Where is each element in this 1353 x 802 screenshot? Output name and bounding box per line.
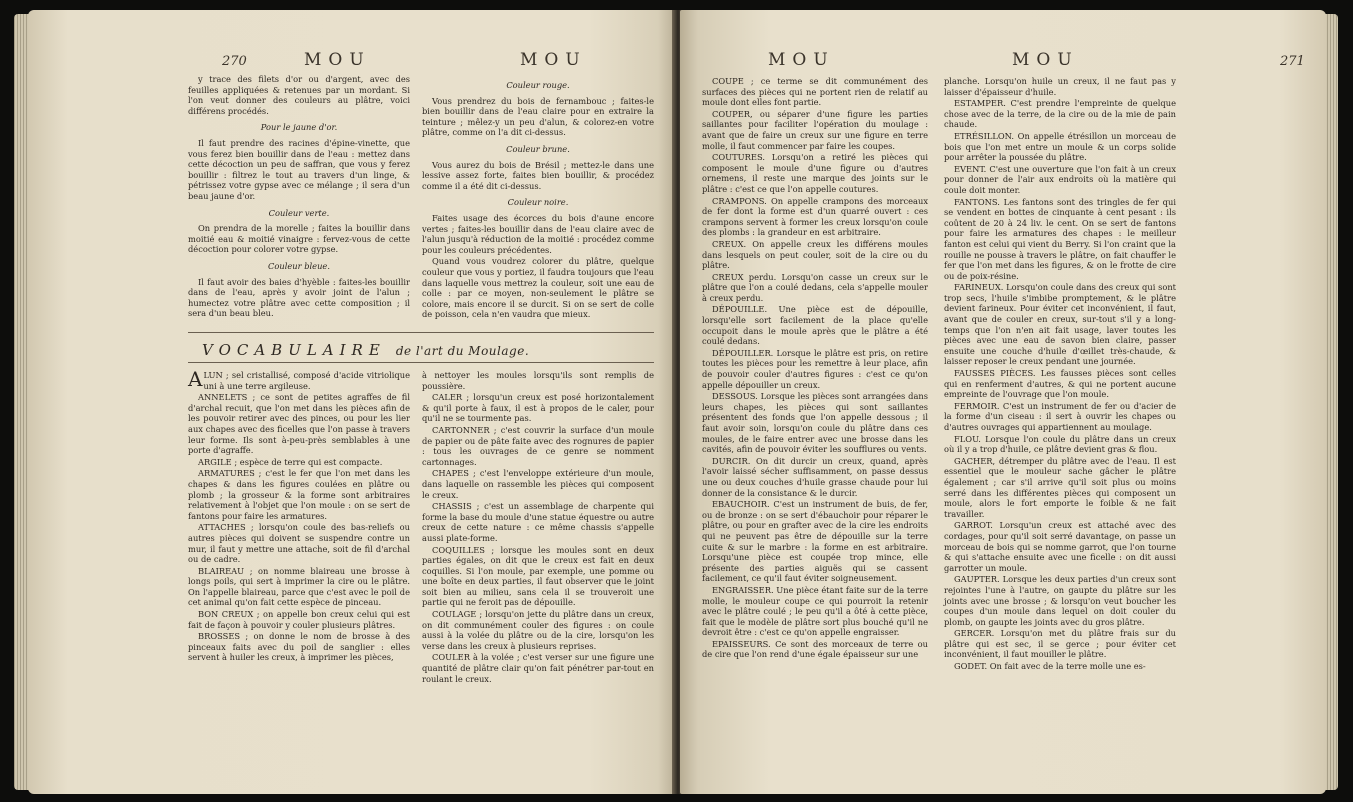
entry-annelets: ANNELETS ; ce sont de petites agraffes de fil d'archal recuit, que l'on met dans les pièces afin de les pouvoir retirer avec des pinces, ou pour les lier aux chapes avec des ficelles que l'on passe à travers leur forme. Ils sont à-peu-près semblables à une porte d'agraffe. — [188, 392, 410, 456]
entry-couper: COUPER, ou séparer d'une figure les parties saillantes pour faciliter l'opération du moulage : avant que de faire un creux sur une figure en terre molle, il faut commencer par faire les coupes. — [702, 108, 928, 151]
running-head-left-a: MOU — [304, 50, 371, 70]
column-vocab-b — [422, 370, 654, 685]
subheading: Couleur brune. — [506, 143, 570, 154]
column-vocab-d — [944, 76, 1176, 673]
entry-coutures: COUTURES. Lorsqu'on a retiré les pièces qui composent le moule d'une figure ou d'autres ornemens, il reste une marque des joints sur le plâtre : c'est ce que l'on appelle coutures. — [702, 152, 928, 194]
paragraph: Quand vous voudrez colorer du plâtre, quelque couleur que vous y portiez, il faudra toujours que l'eau dans laquelle vous mettrez la couleur, soit une eau de colle : par ce moyen, non-seulement le plâtre se colore, mais encore il se durcit. Si on se sert de colle de poisson, cela n'en vaudra que mieux. — [422, 256, 654, 320]
paragraph: Il faut prendre des racines d'épine-vinette, que vous ferez bien bouillir dans de l'eau : mettez dans cette décoction un peu de saffran, que vous y ferez bouillir : filtrez le tout au travers d'un linge, & pétrissez votre gypse avec ce mélange ; il sera d'un beau jaune d'or. — [188, 137, 410, 201]
entry-armatures: ARMATURES ; c'est le fer que l'on met dans les chapes & dans les figures coulées en plâtre ou plomb ; la grosseur & la forme sont arbitraires relativement à l'objet que l'on moule : on se sert de fantons pour faire les armatures. — [188, 468, 410, 521]
page-number-right: 271 — [1280, 54, 1305, 69]
entry-etresillon: ETRÉSILLON. On appelle étrésillon un morceau de bois que l'on met entre un moule & un corps solide pour arrêter la poussée du plâtre. — [944, 130, 1176, 163]
column-vocab-c — [702, 76, 928, 661]
paragraph: Il faut avoir des baies d'hyèble : faites-les bouillir dans de l'eau, après y avoir joint de l'alun ; humectez votre plâtre avec cette composition ; il sera d'un beau bleu. — [188, 276, 410, 319]
entry-fantons: FANTONS. Les fantons sont des tringles de fer qui se vendent en bottes de cinquante à cent pesant : ils coûtent de 20 à 24 liv. le cent. On se sert de fantons pour faire les armatures des chapes : le meilleur fanton est celui qui vient du Berry. Si l'on craint que la rouille ne pousse à travers le plâtre, on fait chauffer le fer que l'on met dans les figures, & on le frotte de cire ou de poix-résine. — [944, 196, 1176, 281]
entry-crampons: CRAMPONS. On appelle crampons des morceaux de fer dont la forme est d'un quarré ouvert : ces crampons servent à former les creux lorsqu'on coule des plombs : la grandeur en est arbitraire. — [702, 195, 928, 238]
vocabulary-title — [202, 341, 529, 359]
column-vocab-a — [188, 367, 410, 664]
subheading: Couleur bleue. — [268, 260, 330, 271]
entry-coulage: COULAGE ; lorsqu'on jette du plâtre dans un creux, on dit communément couler des figures : on coule aussi à la volée du plâtre ou de la cire, lorsqu'on les verse dans les creux à plusieurs reprises. — [422, 609, 654, 651]
paragraph: On prendra de la morelle ; faites la bouillir dans moitié eau & moitié vinaigre : fervez-vous de cette décoction pour colorer votre gypse. — [188, 223, 410, 255]
entry-creux-perdu: CREUX perdu. Lorsqu'on casse un creux sur le plâtre que l'on a coulé dedans, cela s'appelle mouler à creux perdu. — [702, 271, 928, 303]
subheading: Pour le jaune d'or. — [260, 122, 338, 133]
divider — [188, 362, 654, 363]
right-page-edge — [1324, 14, 1338, 790]
entry-fermoir: FERMOIR. C'est un instrument de fer ou d'acier de la forme d'un ciseau : il sert à ouvrir les chapes ou d'autres ouvrages qui appartiennent au moulage. — [944, 400, 1176, 432]
entry-caler: CALER ; lorsqu'un creux est posé horizontalement & qu'il porte à faux, il est à propos de le caler, pour qu'il ne se tourmente pas. — [422, 392, 654, 424]
entry-argile: ARGILE ; espèce de terre qui est compacte. — [198, 456, 383, 467]
subheading: Couleur noire. — [507, 197, 569, 208]
entry-chassis: CHASSIS ; c'est un assemblage de charpente qui forme la base du moule d'une statue équestre ou autre creux de cette nature : ce même chassis s'appelle aussi plate-forme. — [422, 501, 654, 543]
entry-creux: CREUX. On appelle creux les différens moules dans lesquels on peut couler, soit de la cire ou du plâtre. — [702, 238, 928, 271]
entry-depouille: DÉPOUILLE. Une pièce est de dépouille, lorsqu'elle sort facilement de la place qu'elle occupoit dans le moule après que le plâtre a été coulé dedans. — [702, 304, 928, 347]
paragraph: y trace des filets d'or ou d'argent, avec des feuilles appliquées & retenues par un mordant. Si l'on veut donner des couleurs au plâtre, voici différens procédés. — [188, 74, 410, 116]
entry-dessous: DESSOUS. Lorsque les pièces sont arrangées dans leurs chapes, les pièces qui sont saillantes présentent des fonds que l'on appelle dessous ; il faut avoir soin, lorsqu'on coule du plâtre dans ces moules, de le faire entrer avec une brosse dans les cavités, afin de pouvoir éviter les soufflures ou vents. — [702, 391, 928, 455]
entry-couler: COULER à la volée ; c'est verser sur une figure une quantité de plâtre clair qu'on fait pénétrer par-tout en roulant le creux. — [422, 652, 654, 684]
running-head-right-a: MOU — [768, 50, 835, 70]
column-colors-a — [188, 74, 410, 320]
entry-blaireau: BLAIREAU ; on nomme blaireau une brosse à longs poils, qui sert à imprimer la cire ou le plâtre. On l'appelle blaireau, parce que c'est avec le poil de cet animal qu'on fait cette espèce de pinceau. — [188, 565, 410, 608]
entry-continued: planche. Lorsqu'on huile un creux, il ne faut pas y laisser d'épaisseur d'huile. — [944, 76, 1176, 97]
entry-event: EVENT. C'est une ouverture que l'on fait à un creux pour donner de l'air aux endroits où la matière qui coule doit monter. — [944, 163, 1176, 195]
paragraph: Vous aurez du bois de Brésil ; mettez-le dans une lessive assez forte, faites bien bouillir, & procédez comme il a été dit ci-dessus. — [422, 159, 654, 191]
running-head-right-b: MOU — [1012, 50, 1079, 70]
entry-ebauchoir: EBAUCHOIR. C'est un instrument de buis, de fer, ou de bronze : on se sert d'ébauchoir pour réparer le plâtre, ou pour en grafter avec de la cire les endroits qui ne peuvent pas être de dépouille sur la terre cuite & sur le marbre : la forme en est arbitraire. Lorsqu'une pièce est coupée trop mince, elle présente des parties aiguës qui se cassent facilement, ce qu'il faut éviter soigneusement. — [702, 499, 928, 584]
entry-continued: à nettoyer les moules lorsqu'ils sont remplis de poussière. — [422, 370, 654, 391]
right-page — [680, 10, 1326, 794]
vocabulary-heading: VOCABULAIRE — [202, 341, 386, 359]
entry-alun: ALUN ; sel cristallisé, composé d'acide vitriolique uni à une terre argileuse. — [188, 367, 410, 391]
column-colors-b — [422, 74, 654, 321]
vocabulary-subtitle: de l'art du Moulage. — [395, 344, 530, 358]
entry-cartonner: CARTONNER ; c'est couvrir la surface d'un moule de papier ou de pâte faite avec des rognures de papier : tous les ouvrages de ce genre se nomment cartonnages. — [422, 424, 654, 467]
paragraph: Vous prendrez du bois de fernambouc ; faites-le bien bouillir dans de l'eau claire pour en extraire la teinture ; mêlez-y un peu d'alun, & colorez-en votre plâtre, comme on l'a dit ci-dessus. — [422, 95, 654, 138]
entry-depouiller: DÉPOUILLER. Lorsque le plâtre est pris, on retire toutes les pièces pour les remettre à leur place, afin de pouvoir couler d'autres figures : c'est ce qu'on appelle dépouiller un creux. — [702, 347, 928, 390]
divider — [188, 332, 654, 333]
page-number-left: 270 — [222, 54, 247, 69]
entry-coupe: COUPE ; ce terme se dit communément des surfaces des pièces qui ne portent rien de relatif au moule dont elles font partie. — [702, 76, 928, 108]
left-page — [28, 10, 676, 794]
entry-fausses-pieces: FAUSSES PIÈCES. Les fausses pièces sont celles qui en renferment d'autres, & qui ne portent aucune empreinte de l'ouvrage que l'on moule. — [944, 368, 1176, 400]
entry-gercer: GERCER. Lorsqu'on met du plâtre frais sur du plâtre qui est sec, il se gerce ; pour éviter cet inconvénient, il faut mouiller le plâtre. — [944, 628, 1176, 660]
entry-coquilles: COQUILLES ; lorsque les moules sont en deux parties égales, on dit que le creux est fait en deux coquilles. Si l'on moule, par exemple, une pomme ou une boîte en deux parties, il faut observer que le joint soit bien au milieu, sans cela il se trouveroit une partie qui ne feroit pas de dépouille. — [422, 544, 654, 608]
entry-godet: GODET. On fait avec de la terre molle une es- — [954, 661, 1146, 672]
entry-estamper: ESTAMPER. C'est prendre l'empreinte de quelque chose avec de la terre, de la cire ou de la mie de pain chaude. — [944, 98, 1176, 130]
entry-gacher: GACHER, détremper du plâtre avec de l'eau. Il est essentiel que le mouleur sache gâcher le plâtre également ; car s'il arrive qu'il soit plus ou moins serré dans les différentes pièces qui composent un moule, alors le fort emporte le foible & ne fait travailler. — [944, 455, 1176, 519]
entry-attaches: ATTACHES ; lorsqu'on coule des bas-reliefs ou autres pièces qui doivent se suspendre contre un mur, il faut y mettre une attache, soit de fil d'archal ou de cadre. — [188, 522, 410, 565]
entry-flou: FLOU. Lorsque l'on coule du plâtre dans un creux où il y a trop d'huile, ce plâtre devient gras & flou. — [944, 433, 1176, 455]
entry-epaisseurs: EPAISSEURS. Ce sont des morceaux de terre ou de cire que l'on rend d'une égale épaisseur sur une — [702, 638, 928, 660]
running-head-left-b: MOU — [520, 50, 587, 70]
drop-cap: A — [188, 367, 203, 391]
entry-durcir: DURCIR. On dit durcir un creux, quand, après l'avoir laissé sécher suffisamment, on passe dessus une ou deux couches d'huile grasse chaude pour lui donner de la consistance & le durcir. — [702, 455, 928, 498]
entry-engraisser: ENGRAISSER. Une pièce étant faite sur de la terre molle, le mouleur coupe ce qui pourroit la retenir avec le plâtre coulé ; le peu qu'il a ôté à cette pièce, fait que le modèle de plâtre sort plus bouché qu'il ne devroit être : c'est ce qu'on appelle engraisser. — [702, 584, 928, 638]
subheading: Couleur verte. — [268, 207, 330, 218]
entry-gaupter: GAUPTER. Lorsque les deux parties d'un creux sont rejointes l'une à l'autre, on gaupte du plâtre sur les joints avec une brosse ; & lorsqu'on veut boucher les coupes d'un moule dans lequel on doit couler du plomb, on gaupte les joints avec du gros plâtre. — [944, 574, 1176, 627]
subheading: Couleur rouge. — [506, 80, 570, 90]
entry-garrot: GARROT. Lorsqu'un creux est attaché avec des cordages, pour qu'il soit serré davantage, on passe un morceau de bois qui se nomme garrot, que l'on tourne & qui s'attache ensuite avec une ficelle : on dit aussi garrotter un moule. — [944, 520, 1176, 573]
entry-chapes: CHAPES ; c'est l'enveloppe extérieure d'un moule, dans laquelle on rassemble les pièces qui composent le creux. — [422, 468, 654, 500]
entry-bon-creux: BON CREUX ; on appelle bon creux celui qui est fait de façon à pouvoir y couler plusieurs plâtres. — [188, 609, 410, 630]
entry-brosses: BROSSES ; on donne le nom de brosse à des pinceaux faits avec du poil de sanglier : elles servent à huiler les creux, à imprimer les pièces, — [188, 631, 410, 663]
paragraph: Faites usage des écorces du bois d'aune encore vertes ; faites-les bouillir dans de l'eau claire avec de l'alun jusqu'à réduction de la moitié : procédez comme pour les couleurs précédentes. — [422, 212, 654, 255]
entry-farineux: FARINEUX. Lorsqu'on coule dans des creux qui sont trop secs, l'huile s'imbibe promptement, & le plâtre devient farineux. Pour éviter cet inconvénient, il faut, avant que de couler en creux, sur-tout s'il y a long-temps que l'on n'en ait fait usage, laver toutes les pièces avec une eau de savon bien claire, passer ensuite une couche d'huile d'œillet très-chaude, & laisser reposer le creux pendant une journée. — [944, 282, 1176, 367]
